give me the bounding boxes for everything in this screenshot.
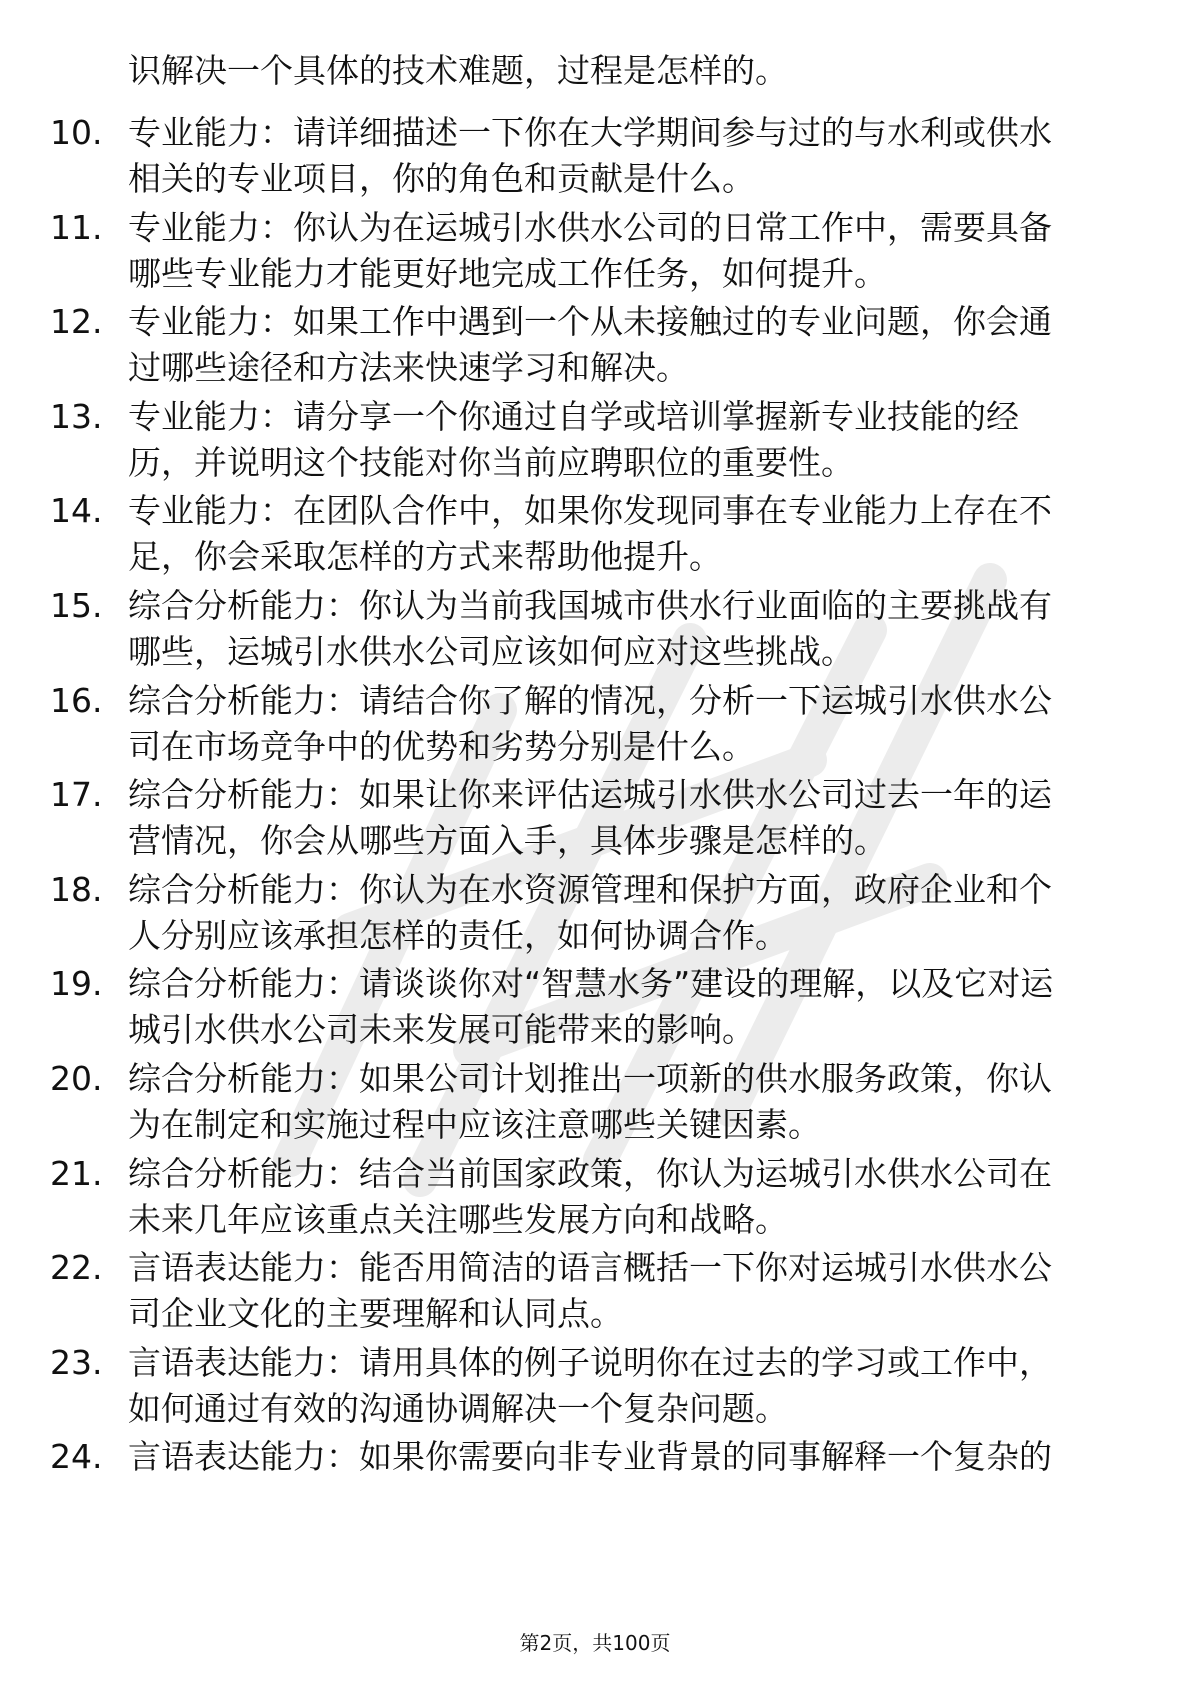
- question-text-line: 专业能力：你认为在运城引水供水公司的日常工作中，需要具备: [128, 207, 1052, 247]
- question-number: 12.: [50, 302, 103, 342]
- question-number: 17.: [50, 775, 103, 815]
- question-text-line: 专业能力：如果工作中遇到一个从未接触过的专业问题，你会通: [128, 302, 1052, 342]
- question-text: [128, 583, 1118, 675]
- question-text-line: 综合分析能力：你认为当前我国城市供水行业面临的主要挑战有: [128, 586, 1052, 625]
- question-text-line: 专业能力：请分享一个你通过自学或培训掌握新专业技能的经: [128, 396, 1019, 436]
- question-text-line: 言语表达能力：如果你需要向非专业背景的同事解释一个复杂的: [128, 1437, 1052, 1477]
- question-number: 13.: [50, 396, 103, 436]
- question-text-line: 综合分析能力：你认为在水资源管理和保护方面，政府企业和个: [128, 869, 1052, 909]
- question-text-line: 营情况，你会从哪些方面入手，具体步骤是怎样的。: [128, 821, 887, 861]
- question-text-line: 言语表达能力：请用具体的例子说明你在过去的学习或工作中，: [128, 1342, 1052, 1382]
- question-text-line: 足，你会采取怎样的方式来帮助他提升。: [128, 537, 722, 577]
- question-number: 22.: [50, 1248, 103, 1288]
- question-number: 20.: [50, 1059, 103, 1098]
- question-text-line: 司企业文化的主要理解和认同点。: [128, 1294, 623, 1334]
- question-text: [128, 488, 1118, 580]
- question-text-line: 专业能力：请详细描述一下你在大学期间参与过的与水利或供水: [128, 113, 1052, 152]
- page-footer: 第2页，共100页: [519, 1631, 671, 1655]
- question-text-line: 人分别应该承担怎样的责任，如何协调合作。: [128, 915, 788, 955]
- question-text-line: 如何通过有效的沟通协调解决一个复杂问题。: [128, 1388, 788, 1428]
- question-text: [128, 961, 1118, 1053]
- question-number: 24.: [50, 1437, 103, 1477]
- question-number: 18.: [50, 869, 103, 909]
- question-text-line: 专业能力：在团队合作中，如果你发现同事在专业能力上存在不: [128, 491, 1052, 531]
- question-text: [128, 1434, 1118, 1480]
- question-text-line: 综合分析能力：请谈谈你对“智慧水务”建设的理解，以及它对运: [128, 964, 1054, 1004]
- question-text: [128, 110, 1118, 202]
- question-number: 15.: [50, 586, 103, 625]
- question-number: 10.: [50, 113, 103, 152]
- question-number: 23.: [50, 1342, 103, 1382]
- question-text: [128, 1056, 1118, 1148]
- question-text: [128, 205, 1118, 297]
- question-text: [128, 1340, 1118, 1432]
- question-text: [128, 394, 1118, 486]
- question-text-line: 相关的专业项目，你的角色和贡献是什么。: [128, 159, 755, 198]
- question-text-line: 城引水供水公司未来发展可能带来的影响。: [128, 1010, 755, 1050]
- question-text-line: 司在市场竞争中的优势和劣势分别是什么。: [128, 726, 755, 766]
- question-text: [128, 678, 1118, 770]
- question-text: [128, 772, 1118, 864]
- question-text: [128, 1151, 1118, 1243]
- question-text-line: 哪些，运城引水供水公司应该如何应对这些挑战。: [128, 632, 854, 671]
- question-text-line: 综合分析能力：请结合你了解的情况，分析一下运城引水供水公: [128, 680, 1052, 720]
- question-text-line: 综合分析能力：结合当前国家政策，你认为运城引水供水公司在: [128, 1153, 1052, 1193]
- question-text-line: 为在制定和实施过程中应该注意哪些关键因素。: [128, 1105, 821, 1144]
- question-number: 19.: [50, 964, 103, 1004]
- question-text-line: 哪些专业能力才能更好地完成工作任务，如何提升。: [128, 253, 887, 293]
- question-number: 21.: [50, 1153, 103, 1193]
- question-text-line: 过哪些途径和方法来快速学习和解决。: [128, 348, 689, 388]
- question-number: 14.: [50, 491, 103, 531]
- question-number: 16.: [50, 680, 103, 720]
- question-text-line: 言语表达能力：能否用简洁的语言概括一下你对运城引水供水公: [128, 1248, 1052, 1288]
- continuation-line: 识解决一个具体的技术难题，过程是怎样的。: [128, 51, 788, 90]
- question-text-line: 历，并说明这个技能对你当前应聘职位的重要性。: [128, 442, 854, 482]
- question-text-line: 综合分析能力：如果公司计划推出一项新的供水服务政策，你认: [128, 1059, 1052, 1098]
- question-text: [128, 299, 1118, 391]
- question-text-line: 综合分析能力：如果让你来评估运城引水供水公司过去一年的运: [128, 775, 1052, 815]
- question-text-line: 未来几年应该重点关注哪些发展方向和战略。: [128, 1199, 788, 1239]
- question-text: [128, 1245, 1118, 1337]
- question-text: [128, 867, 1118, 959]
- question-number: 11.: [50, 207, 103, 247]
